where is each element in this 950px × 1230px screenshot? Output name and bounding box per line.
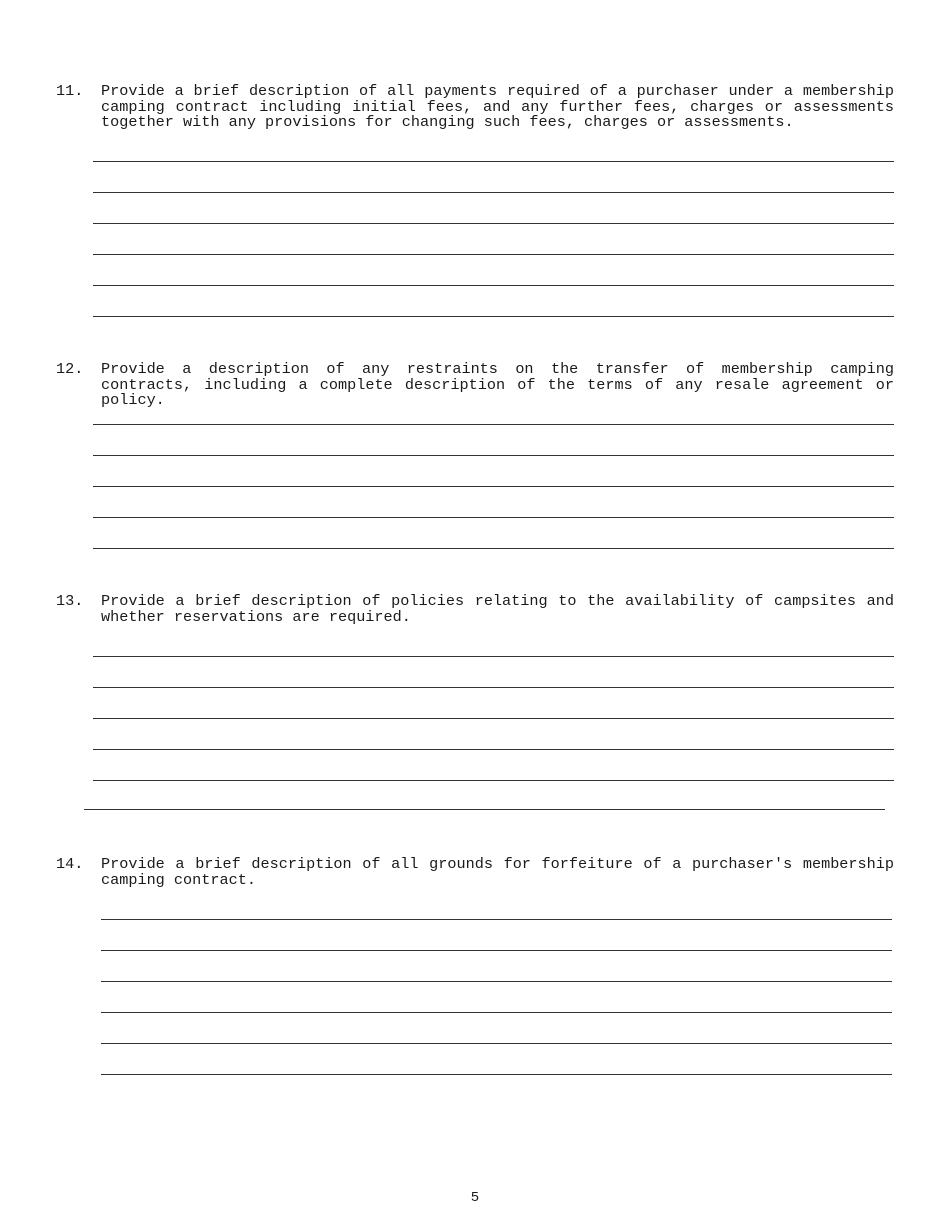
answer-line[interactable] bbox=[101, 1074, 892, 1075]
question-text: Provide a description of any restraints on the transfer of membership camping contracts, including a complete description of the terms of any resale agreement or policy. bbox=[101, 360, 894, 409]
answer-line[interactable] bbox=[93, 656, 894, 657]
question-12 bbox=[56, 362, 894, 409]
question-11 bbox=[56, 84, 894, 131]
page-number: 5 bbox=[470, 1190, 480, 1206]
answer-line[interactable] bbox=[93, 718, 894, 719]
answer-line[interactable] bbox=[93, 161, 894, 162]
answer-line[interactable] bbox=[93, 285, 894, 286]
question-number: 14. bbox=[56, 855, 84, 873]
question-text: Provide a brief description of all grounds for forfeiture of a purchaser's membership camping contract. bbox=[101, 855, 894, 889]
answer-line[interactable] bbox=[93, 424, 894, 425]
answer-line[interactable] bbox=[101, 919, 892, 920]
answer-line[interactable] bbox=[93, 192, 894, 193]
answer-line[interactable] bbox=[93, 486, 894, 487]
answer-line[interactable] bbox=[84, 809, 885, 810]
answer-line[interactable] bbox=[93, 455, 894, 456]
answer-line[interactable] bbox=[101, 1012, 892, 1013]
answer-line[interactable] bbox=[93, 780, 894, 781]
answer-line[interactable] bbox=[93, 687, 894, 688]
answer-line[interactable] bbox=[93, 316, 894, 317]
answer-line[interactable] bbox=[93, 254, 894, 255]
answer-line[interactable] bbox=[93, 517, 894, 518]
answer-line[interactable] bbox=[101, 1043, 892, 1044]
question-number: 12. bbox=[56, 360, 84, 378]
answer-line[interactable] bbox=[101, 981, 892, 982]
answer-line[interactable] bbox=[101, 950, 892, 951]
answer-line[interactable] bbox=[93, 548, 894, 549]
question-text: Provide a brief description of all payments required of a purchaser under a membership camping contract including initial fees, and any further fees, charges or assessments together with any provisions for changing such fees, charges or assessments. bbox=[101, 82, 894, 131]
answer-line[interactable] bbox=[93, 749, 894, 750]
question-13 bbox=[56, 594, 894, 625]
answer-line[interactable] bbox=[93, 223, 894, 224]
question-number: 11. bbox=[56, 82, 84, 100]
question-14 bbox=[56, 857, 894, 888]
question-text: Provide a brief description of policies relating to the availability of campsites and whether reservations are required. bbox=[101, 592, 894, 626]
question-number: 13. bbox=[56, 592, 84, 610]
